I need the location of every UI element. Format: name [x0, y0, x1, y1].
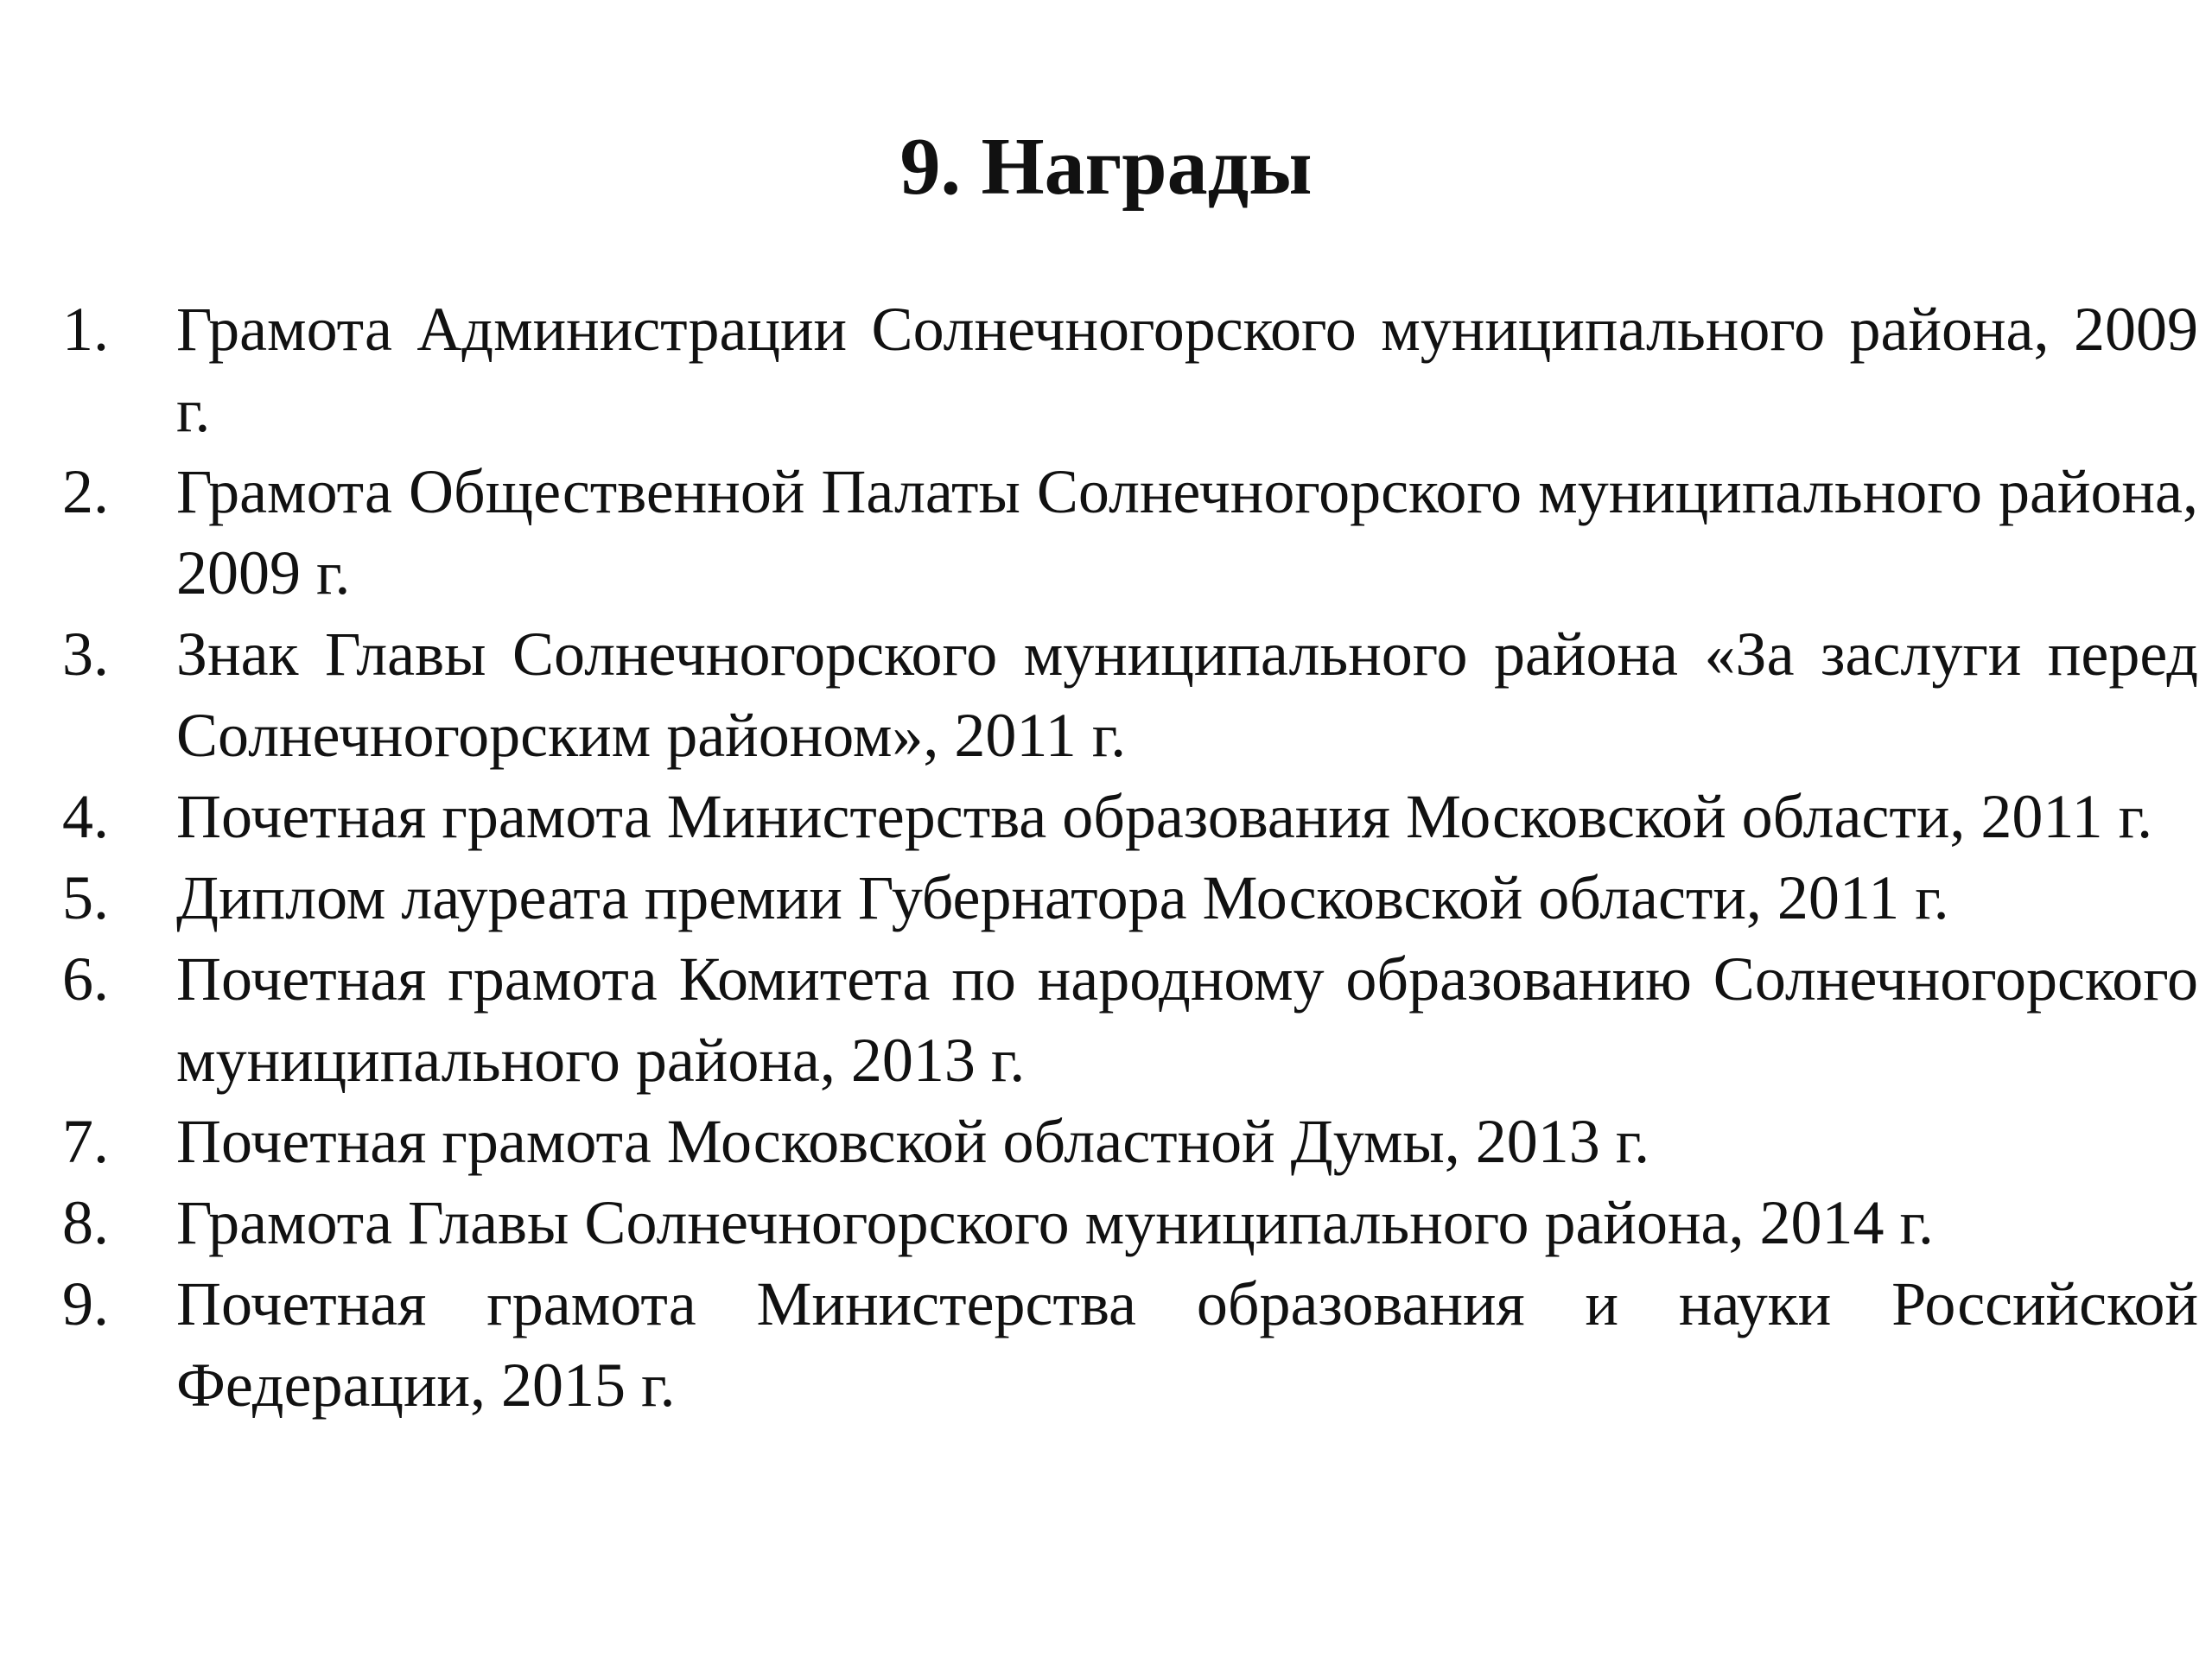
award-text: Диплом лауреата премии Губернатора Московской области, 2011 г.: [176, 863, 1949, 932]
award-text: Грамота Главы Солнечногорского муниципального района, 2014 г.: [176, 1188, 1934, 1257]
award-item: [62, 1263, 2198, 1426]
award-text: Почетная грамота Министерства образования Московской области, 2011 г.: [176, 782, 2153, 851]
awards-list: [62, 289, 2198, 1426]
award-number: 7.: [62, 1107, 109, 1176]
award-item: [62, 1182, 2198, 1263]
award-number: 5.: [62, 863, 109, 932]
award-text: Почетная грамота Министерства образования и науки Российской Федерации, 2015 г.: [176, 1269, 2198, 1420]
award-text: Грамота Администрации Солнечногорского муниципального района, 2009 г.: [176, 295, 2198, 445]
award-text: Почетная грамота Московской областной Думы, 2013 г.: [176, 1107, 1650, 1176]
award-item: [62, 289, 2198, 451]
award-number: 3.: [62, 620, 109, 689]
award-number: 8.: [62, 1188, 109, 1257]
page-title: 9. Награды: [899, 122, 1313, 212]
award-item: [62, 857, 2198, 938]
award-number: 4.: [62, 782, 109, 851]
award-item: [62, 776, 2198, 857]
award-number: 1.: [62, 295, 109, 364]
award-text: Почетная грамота Комитета по народному образованию Солнечногорского муниципального района, 2013 г.: [176, 944, 2198, 1095]
award-item: [62, 1101, 2198, 1182]
award-text: Грамота Общественной Палаты Солнечногорского муниципального района, 2009 г.: [176, 457, 2198, 607]
award-item: [62, 938, 2198, 1101]
award-number: 9.: [62, 1269, 109, 1338]
award-item: [62, 613, 2198, 776]
award-item: [62, 451, 2198, 613]
award-number: 2.: [62, 457, 109, 526]
award-number: 6.: [62, 944, 109, 1014]
award-text: Знак Главы Солнечногорского муниципального района «За заслуги перед Солнечногорским районом», 2011 г.: [176, 620, 2198, 770]
